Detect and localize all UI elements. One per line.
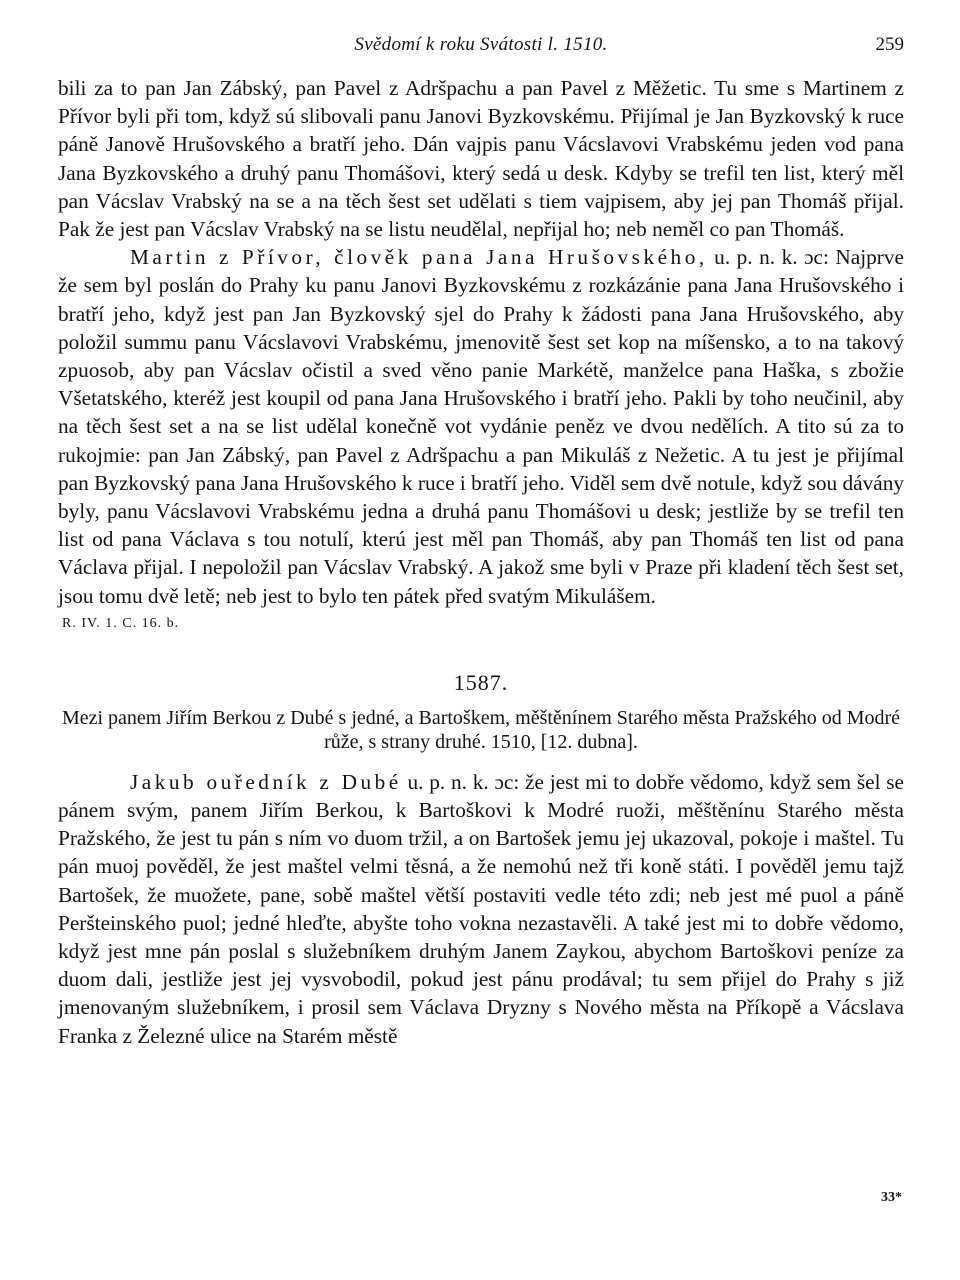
entry-body-paragraph [58,768,904,1050]
paragraph-1: bili za to pan Jan Zábský, pan Pavel z Adršpachu a pan Pavel z Měžetic. Tu sme s Martinem z Přívor byli při tom, když sú slibovali panu Janovi Byzkovskému. Přijímal je Jan Byzkovský k ruce páně Janově Hrušovského a bratří jeho. Dán vajpis panu Vácslavovi Vrabskému jeden vod pana Jana Byzkovského a druhý panu Thomášovi, který sedá u desk. Kdyby se trefil ten list, který měl pan Vácslav Vrabský na se a na těch šest set udělati s tiem vajpisem, aby jej pan Thomáš přijal. Pak že jest pan Vácslav Vrabský na se listu neudělal, nepřijal ho; neb neměl co pan Thomáš. [58,76,904,242]
paragraph-2-body: u. p. n. k. ɔc: Najprve že sem byl poslán do Prahy ku panu Janovi Byzkovskému z rozkázánie pana Jana Hrušovského i bratří jeho, když jest pan Jan Byzkovský sjel do Prahy k žádosti pana Jana Hrušovského, aby položil summu panu Vácslavovi Vrabskému, jmenovitě šest set kop na míšensko, a to na takový zpuosob, aby pan Vácslav očistil a sved věno panie Markétě, manželce pana Haška, s zbožie Všetatského, kteréž jest koupil od pana Jana Hrušovského i bratří jeho. Pakli by toho neučinil, aby na těch šest set a na se list udělal konečně vot vydánie peněz ve dvou nedělích. A tito sú za to rukojmie: pan Jan Zábský, pan Pavel z Adršpachu a pan Mikuláš z Nežetic. A tu jest je přijímal pan Byzkovský pana Jana Hrušovského k ruce i bratří jeho. Viděl sem dvě notule, když sou dávány byly, panu Vácslavovi Vrabskému jedna a druhá panu Thomášovi u desk; jestliže by se trefil ten list od pana Václava s tou notulí, kterú jest měl pan Thomáš, aby pan Thomáš ten list od pana Václava přijal. I nepoložil pan Vácslav Vrabský. A jakož sme byli v Praze při kladení těch šest set, jsou tomu dvě letě; neb jest to bylo ten pátek před svatým Mikulášem. [58,245,904,608]
entry-body-text: u. p. n. k. ɔc: že jest mi to dobře vědomo, když sem šel se pánem svým, panem Jiřím Berkou, k Bartoškovi k Modré ruoži, měštěnínu Starého města Pražského, že jest tu pán s ním vo duom tržil, a on Bartošek jemu jej ukazoval, pokoje i maštel. Tu pán muoj pověděl, že jest maštel velmi těsná, a že nemohú než tři koně státi. I pověděl jemu tajž Bartošek, že muožete, pane, sobě maštel větší postaviti vedle této zdi; neb jest mé puol a páně Peršteinského puol; jedné hleďte, abyšte toho vokna nezastavěli. A také jest mi to dobře vědomo, když jest mne pán poslal s služebníkem druhým Janem Zaykou, abychom Bartoškovi peníze za duom dali, jestliže jest jej vysvobodil, pokud jest pánu prodával; tu sem přijel do Prahy s již jmenovaným služebníkem, i prosil sem Václava Dryzny s Nového města na Příkopě a Vácslava Franka z Železné ulice na Starém městě [58,769,904,1048]
paragraph-2 [58,243,904,610]
entry-heading: Mezi panem Jiřím Berkou z Dubé s jedné, a Bartoškem, měštěnínem Starého města Pražského od Modré růže, s strany druhé. 1510, [12. dubna]. [61,706,901,753]
book-page [58,34,904,1050]
witness-name-martin: Martin z Přívor, člověk pana Jana Hrušovského, [130,245,708,270]
source-note: R. IV. 1. C. 16. b. [62,615,180,631]
page-number: 259 [875,34,904,55]
signature-mark: 33* [881,1190,902,1205]
entry-number: 1587. [453,669,509,695]
page-header [58,34,904,74]
running-title: Svědomí k roku Svátosti l. 1510. [354,34,608,55]
witness-name-jakub: Jakub ouředník z Dubé [130,769,402,794]
